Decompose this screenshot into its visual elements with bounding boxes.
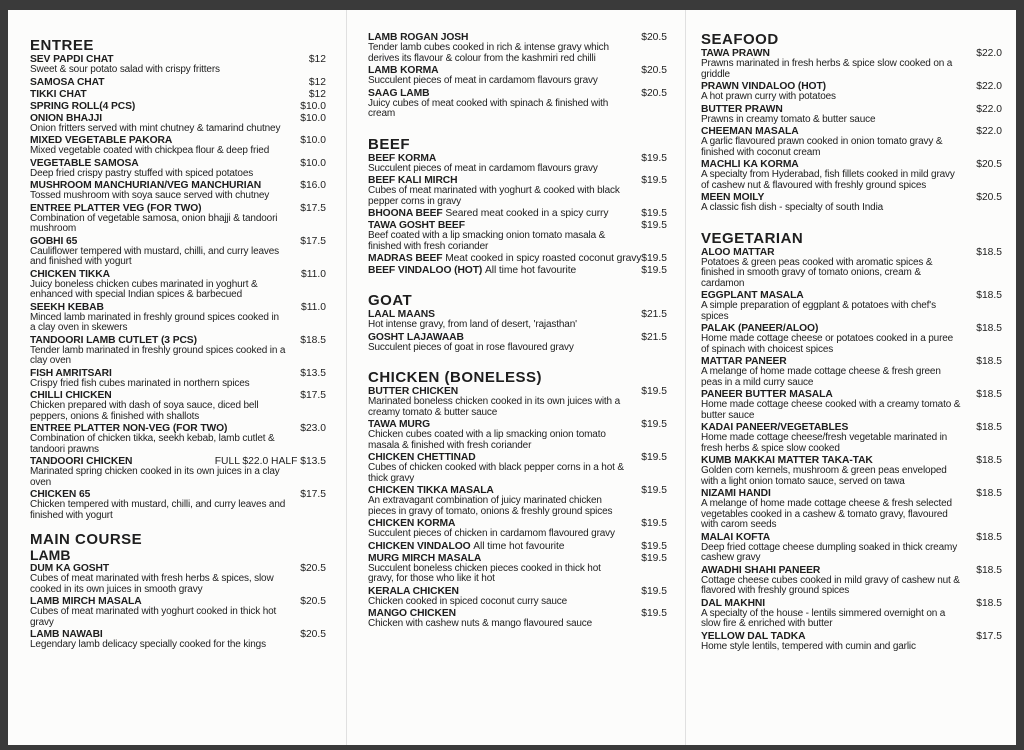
dish-description: Beef coated with a lip smacking onion tomato masala & finished with fresh coriander xyxy=(368,230,606,252)
dish-name xyxy=(368,253,667,264)
goat-list xyxy=(368,309,667,353)
dish-name-text: LAMB KORMA xyxy=(368,65,439,76)
dish-name-text: PALAK (PANEER/ALOO) xyxy=(701,323,819,334)
menu-item xyxy=(30,135,326,157)
dish-price: $18.5 xyxy=(976,422,1002,433)
dish-price: $20.5 xyxy=(641,32,667,43)
dish-description: Combination of chicken tikka, seekh kebab, lamb cutlet & tandoori prawns xyxy=(30,433,275,455)
dish-name xyxy=(30,302,326,313)
dish-price: $19.5 xyxy=(641,220,667,231)
dish-price: $11.0 xyxy=(300,268,326,280)
dish-name-text: BEEF KALI MIRCH xyxy=(368,175,458,186)
dish-name-text: TIKKI CHAT xyxy=(30,88,87,100)
menu-item xyxy=(368,419,667,451)
menu-item xyxy=(30,158,326,180)
dish-name-text: CHICKEN 65 xyxy=(30,489,91,500)
menu-item xyxy=(701,159,1002,191)
menu-item xyxy=(368,253,667,264)
dish-price: $21.5 xyxy=(641,331,667,343)
dish-name-text: CHICKEN TIKKA MASALA xyxy=(368,485,494,496)
dish-description: Home made cottage cheese/fresh vegetable marinated in fresh herbs & spice slow cooked xyxy=(701,432,948,454)
seafood-list xyxy=(701,48,1002,214)
dish-name-text: TANDOORI CHICKEN xyxy=(30,456,133,467)
dish-price: $20.5 xyxy=(300,629,326,640)
menu-item xyxy=(30,113,326,135)
dish-price: $16.0 xyxy=(300,180,326,191)
entree-list xyxy=(30,54,326,521)
dish-name-text: MEEN MOILY xyxy=(701,192,765,203)
dish-price: $22.0 xyxy=(976,48,1002,59)
dish-name-text: PRAWN VINDALOO (HOT) xyxy=(701,81,826,92)
dish-description: Cubes of meat marinated with yoghurt cooked in thick hot gravy xyxy=(30,606,277,628)
dish-description: Cauliflower tempered with mustard, chilli, and curry leaves and finished with yogurt xyxy=(30,245,280,267)
dish-price: $23.0 xyxy=(300,423,326,434)
dish-name-text: SPRING ROLL(4 PCS) xyxy=(30,100,136,112)
dish-name xyxy=(701,631,1002,642)
dish-name-text: CHICKEN CHETTINAD xyxy=(368,452,476,463)
dish-name-text: PANEER BUTTER MASALA xyxy=(701,389,833,400)
menu-item xyxy=(368,153,667,175)
dish-description: Chicken tempered with mustard, chilli, and curry leaves and finished with yogurt xyxy=(30,499,286,521)
dish-name-text: MIXED VEGETABLE PAKORA xyxy=(30,135,173,146)
section-title-seafood: SEAFOOD xyxy=(701,31,779,48)
dish-name-text: GOSHT LAJAWAAB xyxy=(368,331,464,343)
dish-name-text: BUTTER PRAWN xyxy=(701,103,783,115)
dish-name-text: FISH AMRITSARI xyxy=(30,367,112,379)
menu-item xyxy=(701,631,1002,653)
menu-item xyxy=(701,290,1002,322)
menu-item xyxy=(701,455,1002,487)
dish-name-text: ALOO MATTAR xyxy=(701,246,775,258)
dish-name-text: AWADHI SHAHI PANEER xyxy=(701,564,821,576)
menu-item xyxy=(368,553,667,585)
dish-name-text: TAWA MURG xyxy=(368,419,431,430)
dish-name xyxy=(30,101,326,112)
dish-description: Golden corn kernels, mushroom & green peas enveloped with a light onion tomato sauce, served on tawa xyxy=(701,465,947,487)
menu-item xyxy=(368,32,667,64)
dish-price: $18.5 xyxy=(976,356,1002,367)
dish-name-text: KERALA CHICKEN xyxy=(368,585,459,597)
menu-panel-right xyxy=(686,10,1016,745)
dish-name-text: MALAI KOFTA xyxy=(701,531,771,543)
dish-name xyxy=(30,335,326,346)
dish-description: Crispy fried fish cubes marinated in northern spices xyxy=(30,377,250,389)
dish-price: $17.5 xyxy=(300,202,326,214)
lamb-list-continued xyxy=(368,32,667,120)
dish-name xyxy=(30,236,326,247)
dish-name-text: ENTREE PLATTER VEG (FOR TWO) xyxy=(30,202,202,214)
dish-name-text: MACHLI KA KORMA xyxy=(701,159,799,170)
dish-description: A classic fish dish - specialty of south India xyxy=(701,202,884,213)
dish-name-text: LAMB ROGAN JOSH xyxy=(368,32,469,43)
dish-name xyxy=(368,88,667,99)
dish-name-text: CHICKEN VINDALOO xyxy=(368,540,471,552)
dish-price: $21.5 xyxy=(641,309,667,320)
dish-description: Succulent pieces of meat in cardamom flavours gravy xyxy=(368,162,598,174)
dish-price: $10.0 xyxy=(300,157,326,169)
dish-name xyxy=(30,89,326,100)
menu-item xyxy=(368,65,667,87)
dish-price: $17.5 xyxy=(300,489,326,500)
dish-description: Sweet & sour potato salad with crispy fritters xyxy=(30,64,220,75)
dish-description: Deep fried cottage cheese dumpling soaked in thick creamy cashew gravy xyxy=(701,541,958,563)
menu-item xyxy=(701,48,1002,80)
dish-name-text: BHOONA BEEF xyxy=(368,208,443,219)
section-title-chicken: CHICKEN (BONELESS) xyxy=(368,369,543,386)
dish-price: $10.0 xyxy=(300,112,326,124)
dish-name xyxy=(368,208,667,219)
dish-description: Marinated boneless chicken cooked in its own juices with a creamy tomato & butter sauce xyxy=(368,396,620,418)
menu-item xyxy=(30,368,326,390)
chicken-list xyxy=(368,386,667,630)
dish-description: Potatoes & green peas cooked with aromatic spices & finished in smooth gravy of tomato onions, cream & cardamon xyxy=(701,256,933,289)
dish-name-text: SAMOSA CHAT xyxy=(30,76,105,88)
dish-name-text: SAAG LAMB xyxy=(368,87,430,99)
section-title-vegetarian: VEGETARIAN xyxy=(701,229,804,247)
vegetarian-list xyxy=(701,247,1002,653)
dish-price: $19.5 xyxy=(641,253,667,264)
menu-item xyxy=(30,489,326,521)
dish-price: $19.5 xyxy=(641,208,667,219)
menu-item xyxy=(30,629,326,651)
dish-name-text: BEEF KORMA xyxy=(368,152,437,164)
dish-name-text: NIZAMI HANDI xyxy=(701,488,771,499)
dish-description: A melange of home made cottage cheese & fresh selected vegetables cooked in a cashew & tomato gravy, flavoured with carom seeds xyxy=(701,498,952,530)
dish-name xyxy=(368,586,667,597)
menu-item xyxy=(368,518,667,540)
dish-price: $18.5 xyxy=(976,597,1002,609)
menu-item xyxy=(701,356,1002,388)
menu-item xyxy=(701,598,1002,630)
menu-item xyxy=(368,386,667,418)
dish-name-text: CHEEMAN MASALA xyxy=(701,126,799,137)
dish-description: Home style lentils, tempered with cumin and garlic xyxy=(701,640,916,652)
dish-price: FULL $22.0 HALF $13.5 xyxy=(214,456,326,467)
dish-name-text: TANDOORI LAMB CUTLET (3 PCS) xyxy=(30,334,197,346)
menu-item xyxy=(30,236,326,268)
menu-item xyxy=(701,104,1002,126)
dish-price: $19.5 xyxy=(641,452,667,463)
dish-description: A garlic flavoured prawn cooked in onion tomato gravy & finished with coconut cream xyxy=(701,136,943,158)
beef-list xyxy=(368,153,667,277)
dish-price: $17.5 xyxy=(976,630,1002,642)
dish-name-text: VEGETABLE SAMOSA xyxy=(30,157,139,169)
dish-name xyxy=(368,541,667,552)
menu-item xyxy=(30,203,326,235)
dish-description: Legendary lamb delicacy specially cooked for the kings xyxy=(30,639,266,650)
dish-name-text: MANGO CHICKEN xyxy=(368,608,456,619)
dish-name-text: SEV PAPDI CHAT xyxy=(30,54,114,65)
dish-name-text: DAL MAKHNI xyxy=(701,597,766,609)
dish-description: Chicken cubes coated with a lip smacking onion tomato masala & finished with fresh coriander xyxy=(368,429,606,451)
section-title-lamb: LAMB xyxy=(30,547,71,563)
menu-item xyxy=(368,208,667,219)
dish-description: A melange of home made cottage cheese & fresh green peas in a mild curry sauce xyxy=(701,366,941,388)
menu-panel-left xyxy=(8,10,346,745)
dish-name xyxy=(701,247,1002,258)
section-title-beef: BEEF xyxy=(368,135,411,153)
dish-price: $19.5 xyxy=(641,585,667,597)
dish-description: Tossed mushroom with soya sauce served with chutney xyxy=(30,190,270,201)
dish-description: Chicken cooked in spiced coconut curry sauce xyxy=(368,595,568,607)
dish-inline-description: All time hot favourite xyxy=(473,540,565,552)
menu-item xyxy=(368,485,667,517)
menu-item xyxy=(701,422,1002,454)
dish-description: Juicy cubes of meat cooked with spinach & finished with cream xyxy=(368,97,609,119)
dish-description: Home made cottage cheese cooked with a creamy tomato & butter sauce xyxy=(701,399,961,421)
dish-price: $19.5 xyxy=(641,265,667,276)
dish-description: Succulent pieces of meat in cardamom flavours gravy xyxy=(368,75,598,86)
dish-description: Chicken prepared with dash of soya sauce, diced bell peppers, onions & finished with shallots xyxy=(30,400,259,422)
menu-item xyxy=(368,541,667,552)
menu-item xyxy=(30,302,326,334)
menu-item xyxy=(30,89,326,100)
dish-name-text: TAWA GOSHT BEEF xyxy=(368,220,465,231)
dish-inline-description: Seared meat cooked in a spicy curry xyxy=(445,208,609,219)
dish-price: $19.5 xyxy=(641,608,667,619)
dish-price: $12 xyxy=(308,76,326,88)
dish-description: A specialty from Hyderabad, fish fillets cooked in mild gravy of cashew nut & flavoured with freshly ground spices xyxy=(701,169,955,191)
dish-description: Mixed vegetable coated with chickpea flour & deep fried xyxy=(30,145,270,156)
dish-price: $18.5 xyxy=(976,323,1002,334)
menu-item xyxy=(30,335,326,367)
menu-item xyxy=(30,596,326,628)
dish-name-text: EGGPLANT MASALA xyxy=(701,290,804,301)
dish-price: $18.5 xyxy=(976,290,1002,301)
dish-price: $22.0 xyxy=(976,126,1002,137)
menu-item xyxy=(30,390,326,422)
dish-name-text: CHICKEN TIKKA xyxy=(30,268,110,280)
dish-price: $19.5 xyxy=(641,419,667,430)
dish-price: $18.5 xyxy=(300,334,326,346)
dish-name-text: YELLOW DAL TADKA xyxy=(701,630,806,642)
menu-panel-middle xyxy=(346,10,686,745)
menu-item xyxy=(368,88,667,120)
menu-item xyxy=(701,192,1002,214)
dish-name-text: KUMB MAKKAI MATTER TAKA-TAK xyxy=(701,455,873,466)
dish-name-text: ONION BHAJJI xyxy=(30,112,103,124)
dish-price: $22.0 xyxy=(976,81,1002,92)
dish-name xyxy=(30,158,326,169)
section-title-main-course: MAIN COURSE xyxy=(30,531,143,548)
dish-price: $20.5 xyxy=(300,596,326,607)
dish-description: Hot intense gravy, from land of desert, 'rajasthan' xyxy=(368,319,577,330)
dish-description: Tender lamb cubes cooked in rich & intense gravy which derives its flavour & colour from the kashmiri red chilli xyxy=(368,42,609,64)
dish-name-text: BEEF VINDALOO (HOT) xyxy=(368,265,483,276)
dish-description: Chicken with cashew nuts & mango flavoured sauce xyxy=(368,618,593,629)
menu-item xyxy=(701,565,1002,597)
dish-price: $19.5 xyxy=(641,540,667,552)
dish-price: $20.5 xyxy=(641,87,667,99)
dish-price: $17.5 xyxy=(300,235,326,247)
dish-price: $11.0 xyxy=(300,301,326,313)
dish-name-text: DUM KA GOSHT xyxy=(30,563,110,574)
dish-name xyxy=(368,332,667,343)
dish-price: $18.5 xyxy=(976,389,1002,400)
dish-description: Cubes of chicken cooked with black pepper corns in a hot & thick gravy xyxy=(368,462,624,484)
dish-price: $20.5 xyxy=(976,192,1002,203)
dish-price: $18.5 xyxy=(976,455,1002,466)
dish-name xyxy=(701,598,1002,609)
menu-item xyxy=(368,220,667,252)
dish-name-text: LAMB NAWABI xyxy=(30,629,103,640)
menu-item xyxy=(30,77,326,88)
dish-price: $20.5 xyxy=(300,563,326,574)
dish-name xyxy=(368,153,667,164)
dish-description: Prawns marinated in fresh herbs & spice slow cooked on a griddle xyxy=(701,58,953,80)
dish-description: Succulent pieces of chicken in cardamom flavoured gravy xyxy=(368,528,615,539)
menu-item xyxy=(368,265,667,276)
dish-name xyxy=(30,77,326,88)
dish-name-text: BUTTER CHICKEN xyxy=(368,386,459,397)
menu-item xyxy=(701,81,1002,103)
dish-name xyxy=(368,265,667,276)
menu-item xyxy=(368,608,667,630)
dish-name-text: SEEKH KEBAB xyxy=(30,301,104,313)
dish-price: $18.5 xyxy=(976,531,1002,543)
dish-name-text: TAWA PRAWN xyxy=(701,48,770,59)
dish-description: Onion fritters served with mint chutney & tamarind chutney xyxy=(30,122,281,134)
dish-name-text: LAMB MIRCH MASALA xyxy=(30,596,142,607)
dish-description: Cottage cheese cubes cooked in mild gravy of cashew nut & flavored with freshly ground spices xyxy=(701,574,960,596)
menu-item xyxy=(30,101,326,112)
dish-name-text: LAAL MAANS xyxy=(368,309,435,320)
dish-description: A hot prawn curry with potatoes xyxy=(701,91,836,102)
dish-description: Tender lamb marinated in freshly ground spices cooked in a clay oven xyxy=(30,344,286,366)
menu-item xyxy=(701,488,1002,531)
dish-price: $18.5 xyxy=(976,246,1002,258)
section-title-entree: ENTREE xyxy=(30,37,94,54)
dish-price: $13.5 xyxy=(300,367,326,379)
dish-price: $19.5 xyxy=(641,386,667,397)
dish-description: Deep fried crispy pastry stuffed with spiced potatoes xyxy=(30,167,254,179)
dish-description: Prawns in creamy tomato & butter sauce xyxy=(701,113,876,125)
menu-item xyxy=(368,332,667,354)
menu-item xyxy=(701,247,1002,290)
dish-description: Juicy boneless chicken cubes marinated in yoghurt & enhanced with special Indian spices & barbecued xyxy=(30,278,258,300)
dish-price: $19.5 xyxy=(641,552,667,564)
dish-price: $19.5 xyxy=(641,175,667,186)
dish-price: $18.5 xyxy=(976,488,1002,499)
menu-item xyxy=(368,309,667,331)
dish-name-text: KADAI PANEER/VEGETABLES xyxy=(701,422,849,433)
dish-name-text: CHICKEN KORMA xyxy=(368,518,456,529)
dish-price: $12 xyxy=(308,88,326,100)
dish-price: $19.5 xyxy=(641,485,667,496)
dish-name xyxy=(30,368,326,379)
menu-item xyxy=(368,586,667,608)
menu-item xyxy=(30,563,326,595)
lamb-list xyxy=(30,563,326,651)
menu-item xyxy=(30,269,326,301)
dish-description: A simple preparation of eggplant & potatoes with chef's spices xyxy=(701,300,936,322)
dish-price: $20.5 xyxy=(976,159,1002,170)
dish-name-text: MURG MIRCH MASALA xyxy=(368,552,482,564)
dish-name xyxy=(701,104,1002,115)
dish-inline-description: All time hot favourite xyxy=(485,265,577,276)
dish-name-text: GOBHI 65 xyxy=(30,235,78,247)
menu-item xyxy=(701,126,1002,158)
dish-name xyxy=(30,113,326,124)
menu-item xyxy=(30,423,326,455)
dish-description: Succulent pieces of goat in rose flavoured gravy xyxy=(368,341,574,353)
dish-name xyxy=(701,565,1002,576)
dish-description: Cubes of meat marinated with yoghurt & cooked with black pepper corns in gravy xyxy=(368,185,620,207)
dish-description: Cubes of meat marinated with fresh herbs & spices, slow cooked in its own juices in smooth gravy xyxy=(30,573,274,595)
dish-description: Succulent boneless chicken pieces cooked in thick hot gravy, for those who like it hot xyxy=(368,562,601,584)
menu-item xyxy=(30,180,326,202)
dish-name xyxy=(701,532,1002,543)
dish-description: A specialty of the house - lentils simmered overnight on a slow fire & enriched with butter xyxy=(701,607,946,629)
dish-description: Minced lamb marinated in freshly ground spices cooked in a clay oven in skewers xyxy=(30,311,279,333)
dish-price: $20.5 xyxy=(641,65,667,76)
dish-name-text: MATTAR PANEER xyxy=(701,356,787,367)
dish-name-text: MADRAS BEEF xyxy=(368,253,443,264)
menu-item xyxy=(701,323,1002,355)
dish-price: $10.0 xyxy=(300,135,326,146)
menu-item xyxy=(30,456,326,488)
dish-name xyxy=(30,269,326,280)
menu-item xyxy=(701,389,1002,421)
section-title-goat: GOAT xyxy=(368,292,413,309)
dish-price: $12 xyxy=(308,54,326,65)
dish-description: An extravagant combination of juicy marinated chicken pieces in gravy of tomato, onions & freshly ground spices xyxy=(368,495,613,517)
dish-inline-description: Meat cooked in spicy roasted coconut gravy xyxy=(445,253,642,264)
dish-price: $19.5 xyxy=(641,152,667,164)
dish-price: $22.0 xyxy=(976,103,1002,115)
dish-price: $18.5 xyxy=(976,564,1002,576)
dish-name xyxy=(368,553,667,564)
dish-description: Combination of vegetable samosa, onion bhajji & tandoori mushroom xyxy=(30,212,278,234)
menu-item xyxy=(30,54,326,76)
dish-price: $19.5 xyxy=(641,518,667,529)
dish-name xyxy=(30,203,326,214)
dish-name-text: ENTREE PLATTER NON-VEG (FOR TWO) xyxy=(30,423,228,434)
menu-item xyxy=(368,175,667,207)
dish-description: Marinated spring chicken cooked in its own juices in a clay oven xyxy=(30,466,280,488)
dish-description: Home made cottage cheese or potatoes cooked in a puree of spinach with choicest spices xyxy=(701,333,954,355)
dish-name-text: MUSHROOM MANCHURIAN/VEG MANCHURIAN xyxy=(30,180,262,191)
menu-item xyxy=(701,532,1002,564)
dish-price: $17.5 xyxy=(300,390,326,401)
dish-price: $10.0 xyxy=(300,100,326,112)
dish-name-text: CHILLI CHICKEN xyxy=(30,390,112,401)
menu-item xyxy=(368,452,667,484)
